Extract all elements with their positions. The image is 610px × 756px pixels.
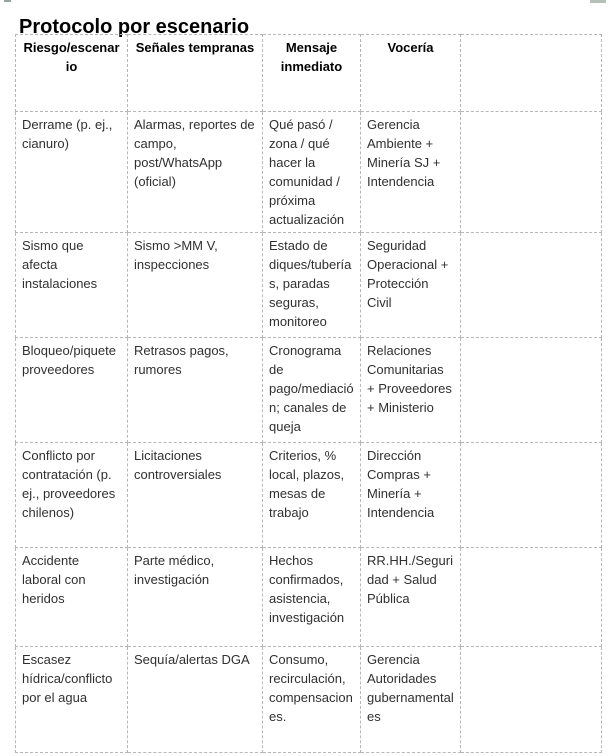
table-cell-voceria[interactable]: Seguridad Operacional + Protección Civil: [361, 233, 461, 338]
table-row: [16, 647, 602, 753]
table-cell-senales[interactable]: Sequía/alertas DGA: [128, 647, 263, 753]
table-row: [16, 233, 602, 338]
table-cell-voceria[interactable]: RR.HH./Seguridad + Salud Pública: [361, 548, 461, 647]
column-header-empty[interactable]: [461, 35, 602, 112]
table-cell-empty[interactable]: [461, 443, 602, 548]
protocol-table: [15, 34, 602, 753]
column-header-mensaje[interactable]: Mensaje inmediato: [263, 35, 361, 112]
table-cell-riesgo[interactable]: Conflicto por contratación (p. ej., proveedores chilenos): [16, 443, 128, 548]
table-cell-empty[interactable]: [461, 647, 602, 753]
table-cell-riesgo[interactable]: Derrame (p. ej., cianuro): [16, 112, 128, 233]
table-cell-voceria[interactable]: Gerencia Ambiente + Minería SJ + Intendencia: [361, 112, 461, 233]
table-cell-empty[interactable]: [461, 112, 602, 233]
table-cell-riesgo[interactable]: Accidente laboral con heridos: [16, 548, 128, 647]
screen-edge-artifact: [590, 0, 606, 3]
table-cell-mensaje[interactable]: Qué pasó / zona / qué hacer la comunidad / próxima actualización: [263, 112, 361, 233]
table-cell-empty[interactable]: [461, 233, 602, 338]
table-cell-senales[interactable]: Licitaciones controversiales: [128, 443, 263, 548]
table-cell-empty[interactable]: [461, 338, 602, 443]
table-cell-riesgo[interactable]: Escasez hídrica/conflicto por el agua: [16, 647, 128, 753]
table-cell-senales[interactable]: Sismo >MM V, inspecciones: [128, 233, 263, 338]
table-cell-voceria[interactable]: Gerencia Autoridades gubernamentales: [361, 647, 461, 753]
table-cell-mensaje[interactable]: Criterios, % local, plazos, mesas de trabajo: [263, 443, 361, 548]
table-cell-riesgo[interactable]: Sismo que afecta instalaciones: [16, 233, 128, 338]
table-row: [16, 112, 602, 233]
screen-edge-artifact: [4, 0, 11, 2]
column-header-riesgo[interactable]: Riesgo/escenario: [16, 35, 128, 112]
table-header-row: [16, 35, 602, 112]
table-row: [16, 548, 602, 647]
column-header-senales[interactable]: Señales tempranas: [128, 35, 263, 112]
table-cell-mensaje[interactable]: Consumo, recirculación, compensaciones.: [263, 647, 361, 753]
column-header-voceria[interactable]: Vocería: [361, 35, 461, 112]
table-row: [16, 338, 602, 443]
table-cell-mensaje[interactable]: Cronograma de pago/mediación; canales de queja: [263, 338, 361, 443]
table-cell-mensaje[interactable]: Estado de diques/tuberías, paradas seguras, monitoreo: [263, 233, 361, 338]
table-cell-senales[interactable]: Retrasos pagos, rumores: [128, 338, 263, 443]
table-cell-voceria[interactable]: Dirección Compras + Minería + Intendencia: [361, 443, 461, 548]
table-cell-empty[interactable]: [461, 548, 602, 647]
page-title: Protocolo por escenario: [19, 16, 250, 39]
table-row: [16, 443, 602, 548]
table-cell-senales[interactable]: Alarmas, reportes de campo, post/WhatsApp (oficial): [128, 112, 263, 233]
table-cell-riesgo[interactable]: Bloqueo/piquete proveedores: [16, 338, 128, 443]
table-cell-mensaje[interactable]: Hechos confirmados, asistencia, investigación: [263, 548, 361, 647]
table-cell-senales[interactable]: Parte médico, investigación: [128, 548, 263, 647]
table-cell-voceria[interactable]: Relaciones Comunitarias + Proveedores + Ministerio: [361, 338, 461, 443]
